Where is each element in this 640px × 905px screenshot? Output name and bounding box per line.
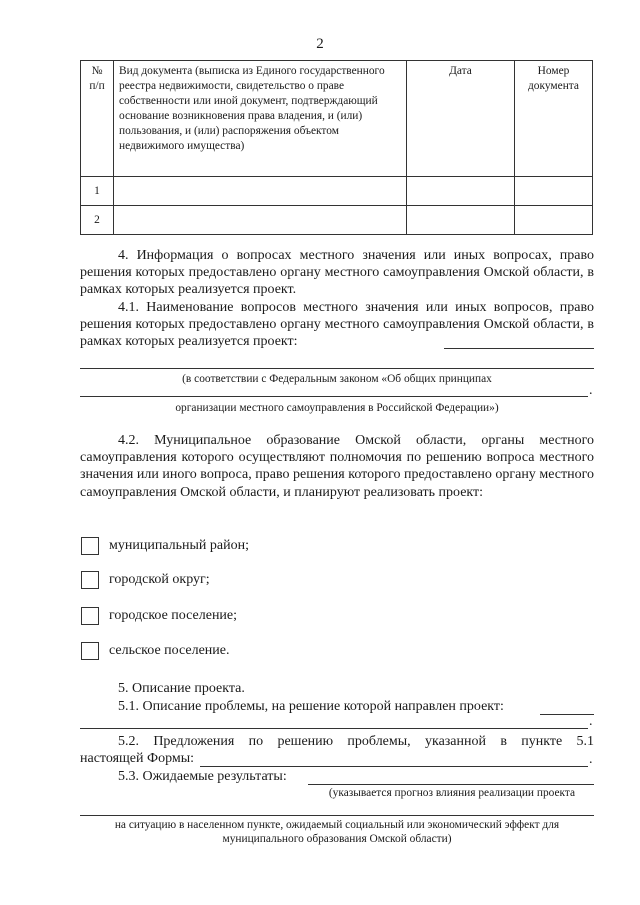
documents-table	[80, 60, 593, 235]
line-end-dot: .	[589, 383, 593, 398]
line-end-dot: .	[589, 714, 593, 729]
answer-line-4-1c[interactable]	[80, 396, 588, 397]
checkbox-municipal-district[interactable]	[81, 537, 99, 555]
answer-line-5-1[interactable]	[540, 714, 594, 715]
section-5-2-text: 5.2. Предложения по решению проблемы, указанной в пункте 5.1	[118, 734, 594, 749]
option-rural-settlement: сельское поселение.	[109, 643, 230, 658]
section-4-title: 4. Информация о вопросах местного значения или иных вопросах, право решения которых предоставлено органу местного самоуправления Омской области, в рамках которых реализуется проект.	[80, 248, 594, 298]
answer-line-5-1b[interactable]	[80, 728, 588, 729]
cell-document-number[interactable]	[515, 177, 593, 206]
table-header-row	[81, 61, 593, 177]
header-num: № п/п	[81, 61, 114, 177]
header-date: Дата	[407, 61, 515, 177]
page-number: 2	[316, 36, 324, 52]
option-urban-settlement: городское поселение;	[109, 608, 238, 623]
table-row	[81, 206, 593, 235]
note-local-government: организации местного самоуправления в Российской Федерации»)	[175, 402, 499, 414]
cell-date[interactable]	[407, 206, 515, 235]
cell-date[interactable]	[407, 177, 515, 206]
section-5-title: 5. Описание проекта.	[118, 681, 245, 696]
option-municipal-district: муниципальный район;	[109, 538, 250, 553]
option-city-district: городской округ;	[109, 572, 210, 587]
cell-document-number[interactable]	[515, 206, 593, 235]
header-document-kind: Вид документа (выписка из Единого государственного реестра недвижимости, свидетельство о праве собственности или иной документ, подтверждающий основание возникновения права владения, и (или) пользования, и (или) распоряжения объектом недвижимого имущества)	[114, 61, 407, 177]
line-end-dot: .	[589, 752, 593, 767]
answer-line-5-2[interactable]	[200, 766, 588, 767]
answer-line-4-1[interactable]	[444, 348, 594, 349]
section-5-1-text: 5.1. Описание проблемы, на решение которой направлен проект:	[118, 699, 504, 714]
table-row	[81, 177, 593, 206]
note-effect: на ситуацию в населенном пункте, ожидаемый социальный или экономический эффект для муниципального образования Омской области)	[114, 819, 560, 845]
note-federal-law: (в соответствии с Федеральным законом «Об общих принципах	[182, 373, 492, 385]
checkbox-urban-settlement[interactable]	[81, 607, 99, 625]
answer-line-4-1b[interactable]	[80, 368, 594, 369]
cell-document-kind[interactable]	[114, 177, 407, 206]
row-num: 1	[81, 177, 114, 206]
note-forecast: (указывается прогноз влияния реализации проекта	[328, 787, 576, 799]
header-document-number: Номер документа	[515, 61, 593, 177]
section-4-2-text: 4.2. Муниципальное образование Омской области, органы местного самоуправления которого осуществляют полномочия по решению вопроса местного значения или иного вопроса, право решения которого предоставлено органу местного самоуправления Омской области, и планируют реализовать проект:	[80, 433, 594, 500]
cell-document-kind[interactable]	[114, 206, 407, 235]
section-5-2-text-cont: настоящей Формы:	[80, 751, 195, 766]
checkbox-rural-settlement[interactable]	[81, 642, 99, 660]
section-5-3-text: 5.3. Ожидаемые результаты:	[118, 769, 287, 784]
section-4-1-text: 4.1. Наименование вопросов местного значения или иных вопросов, право решения которых предоставлено органу местного самоуправления Омской области, в рамках которых реализуется проект:	[80, 300, 594, 350]
checkbox-city-district[interactable]	[81, 571, 99, 589]
answer-line-5-3b[interactable]	[80, 815, 594, 816]
row-num: 2	[81, 206, 114, 235]
answer-line-5-3[interactable]	[308, 784, 594, 785]
